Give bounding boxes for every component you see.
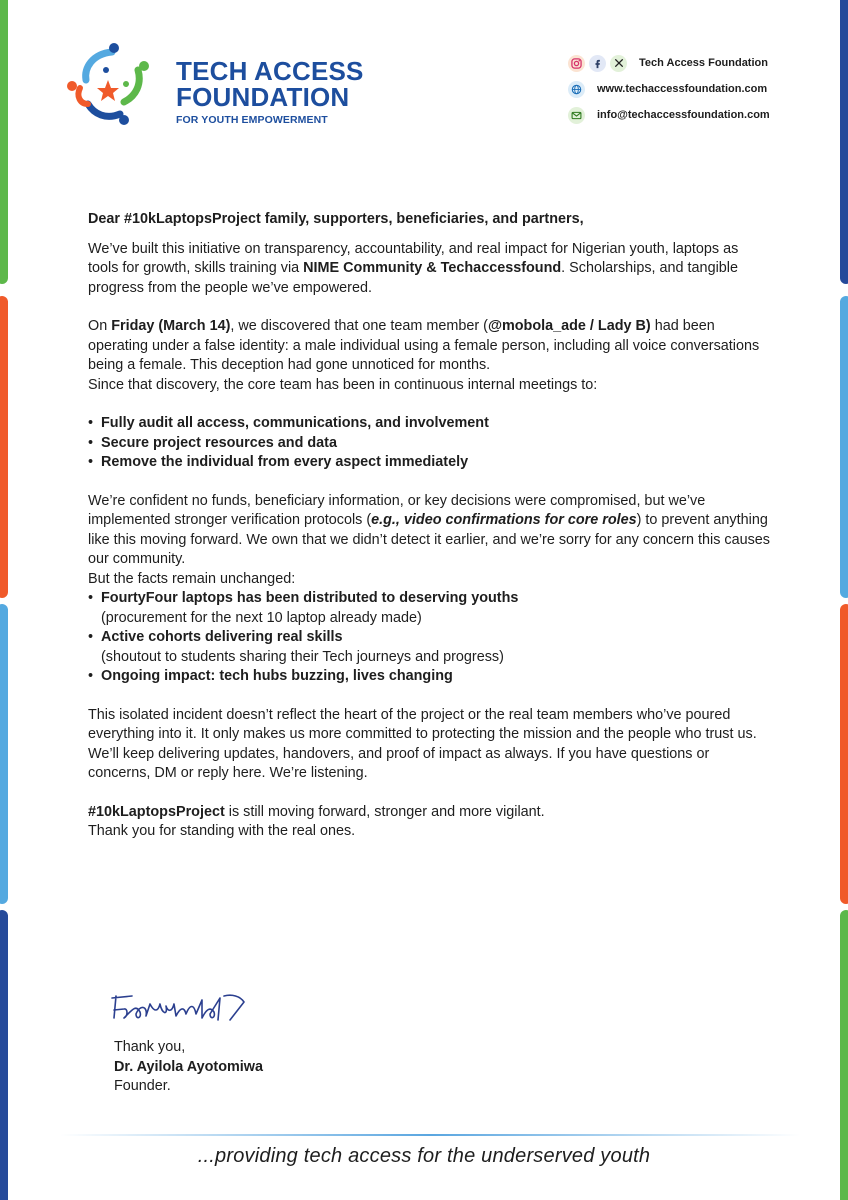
discovery-text-d: , we discovered that one team member ( (230, 318, 488, 334)
list-item: • Active cohorts delivering real skills (88, 628, 772, 648)
contact-block (568, 54, 808, 132)
list-item: • FourtyFour laptops has been distributed to deserving youths (88, 589, 772, 609)
right-band-lightblue (840, 296, 848, 598)
signature-mark (106, 990, 250, 1028)
right-band-orange (840, 604, 848, 904)
signoff-role: Founder. (114, 1078, 171, 1094)
left-band-green (0, 0, 8, 284)
closing-hashtag: #10kLaptopsProject (88, 803, 225, 820)
bullet-subtext: (procurement for the next 10 laptop already made) (101, 609, 422, 626)
website-link[interactable]: www.techaccessfoundation.com (597, 83, 768, 95)
closing-text: is still moving forward, stronger and more vigilant. (224, 803, 545, 820)
bullet-text: Active cohorts delivering real skills (101, 629, 343, 645)
left-band-orange (0, 296, 8, 598)
footer-tagline: ...providing tech access for the underserved youth (197, 1145, 651, 1167)
verification-text-end: ) to prevent anything like this moving forward. We own that we didn’t detect it earlier, and we’re sorry for any concern this causes our community. (88, 512, 771, 567)
discovery-text-a: On (88, 318, 112, 334)
intro-bold: NIME Community & Techaccessfound (303, 260, 562, 276)
salutation: Dear #10kLaptopsProject family, supporters, beneficiaries, and partners, (88, 211, 584, 227)
globe-icon (568, 81, 585, 98)
list-item: • Fully audit all access, communications, and involvement (88, 414, 772, 434)
intro-text: We’ve built this initiative on transparency, accountability, and real impact for Nigerian youth, laptops as tools for growth, skills training via (88, 240, 739, 276)
email-link[interactable]: info@techaccessfoundation.com (597, 109, 770, 121)
foundation-logo-icon (62, 40, 162, 130)
verification-text: We’re confident no funds, beneficiary information, or key decisions were compromised, but we’ve implemented stronger verification protocols ( (88, 492, 706, 528)
instagram-icon[interactable] (568, 55, 585, 72)
discovery-handle: @mobola_ade / Lady B) (487, 318, 651, 334)
signoff-block (114, 1038, 263, 1097)
paragraph-verification (88, 492, 772, 570)
letter-body (88, 210, 772, 842)
bullet-text: Fully audit all access, communications, and involvement (101, 415, 489, 431)
paragraph-discovery (88, 317, 772, 376)
brand-name (176, 58, 364, 126)
paragraph-closing (88, 803, 772, 823)
right-band-navy (840, 0, 848, 284)
social-row (568, 54, 808, 72)
brand-tagline: FOR YOUTH EMPOWERMENT (176, 114, 328, 126)
discovery-text-f: had been operating under a false identity: a male individual using a female person, including all voice conversations being a female. This deception had gone unnoticed for months. (88, 318, 760, 373)
bullet-text: Ongoing impact: tech hubs buzzing, lives changing (101, 668, 453, 684)
list-item: • Ongoing impact: tech hubs buzzing, lives changing (88, 667, 772, 687)
email-row (568, 106, 808, 124)
verification-example: e.g., video confirmations for core roles (371, 512, 637, 528)
paragraph-thanks: Thank you for standing with the real ones. (88, 823, 356, 839)
left-band-lightblue (0, 604, 8, 904)
bullet-text: Remove the individual from every aspect immediately (101, 454, 469, 470)
paragraph-commitment: This isolated incident doesn’t reflect the heart of the project or the real team members who’ve poured everything into it. It only makes us more committed to protecting the mission and the people who trust us. We’ll keep delivering updates, handovers, and proof of impact as always. If you have questions or concerns, DM or reply here. We’re listening. (88, 706, 757, 781)
discovery-day: Friday (111, 318, 155, 334)
paragraph-discovery-followup: Since that discovery, the core team has been in continuous internal meetings to: (88, 376, 598, 393)
x-icon[interactable] (610, 55, 627, 72)
signoff-name: Dr. Ayilola Ayotomiwa (114, 1058, 263, 1075)
bullet-text: FourtyFour laptops has been distributed to deserving youths (101, 590, 519, 606)
intro-text-end: . Scholarships, and tangible progress from the people we’ve empowered. (88, 260, 738, 296)
social-handle[interactable]: Tech Access Foundation (639, 57, 768, 69)
mail-icon (568, 107, 585, 124)
footer-divider (60, 1134, 800, 1136)
bullet-subtext: (shoutout to students sharing their Tech journeys and progress) (101, 648, 504, 665)
list-item: • Remove the individual from every aspect immediately (88, 453, 772, 473)
website-row (568, 80, 808, 98)
signoff-thanks: Thank you, (114, 1039, 186, 1055)
brand-line-2: FOUNDATION (176, 82, 350, 112)
brand-line-1: TECH ACCESS (176, 56, 364, 86)
facebook-icon[interactable] (589, 55, 606, 72)
bullet-text: Secure project resources and data (101, 434, 337, 451)
discovery-date: (March 14) (154, 318, 231, 334)
paragraph-facts-intro: But the facts remain unchanged: (88, 570, 296, 587)
list-item: • Secure project resources and data (88, 434, 772, 454)
paragraph-intro (88, 240, 772, 299)
